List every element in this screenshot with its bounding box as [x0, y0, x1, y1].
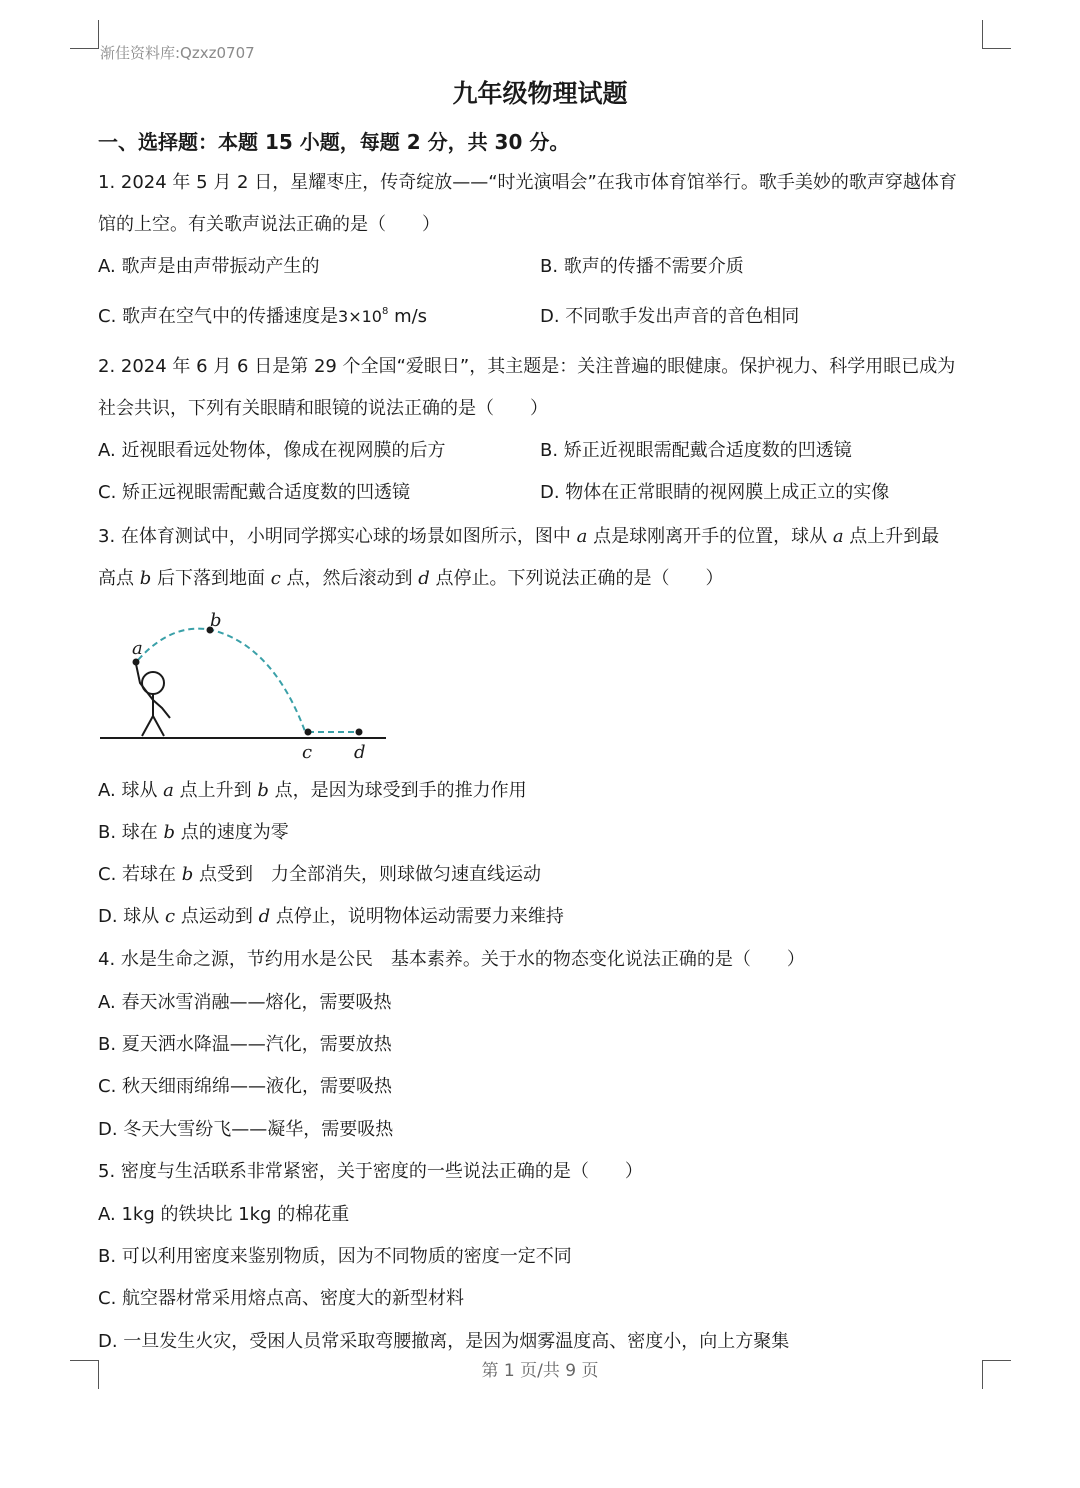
point-d [356, 729, 363, 736]
figure-lower-arm [153, 700, 170, 718]
q1-option-c-coef: 3 [338, 307, 349, 326]
q3-stem-text: 3. 在体育测试中，小明同学掷实心球的场景如图所示，图中 [98, 526, 577, 547]
q3-stem-text: 点停止。下列说法正确的是（ ） [429, 568, 724, 589]
q3-option-text: D. 球从 [98, 906, 166, 927]
q3-stem-line1 [98, 524, 939, 550]
q2-stem-line2: 社会共识，下列有关眼睛和眼镜的说法正确的是（ ） [98, 398, 548, 419]
q3-var-b: b [257, 780, 269, 801]
label-b: b [210, 610, 222, 631]
q1-option-c-unit: m/s [388, 306, 428, 327]
q1-stem-line1: 1. 2024 年 5 月 2 日，星耀枣庄，传奇绽放——“时光演唱会”在我市体育馆举行。歌手美妙的歌声穿越体育 [98, 172, 957, 193]
q3-var-a: a [163, 780, 174, 801]
q2-stem-line1: 2. 2024 年 6 月 6 日是第 29 个全国“爱眼日”，其主题是：关注普遍的眼健康。保护视力、科学用眼已成为 [98, 356, 956, 377]
point-a [133, 659, 140, 666]
q5-stem: 5. 密度与生活联系非常紧密，关于密度的一些说法正确的是（ ） [98, 1161, 643, 1182]
q5-option-c: C. 航空器材常采用熔点高、密度大的新型材料 [98, 1288, 465, 1309]
q3-option-b [98, 820, 289, 846]
q3-var-a: a [576, 526, 588, 547]
q3-stem-text: 点是球刚离开手的位置，球从 [587, 526, 833, 547]
page-title: 九年级物理试题 [452, 79, 628, 108]
q2-option-b: B. 矫正近视眼需配戴合适度数的凹透镜 [540, 440, 852, 461]
q3-option-text: 点上升到 [173, 780, 258, 801]
q1-option-c-times: ×10 [348, 307, 382, 326]
q3-stem-text: 后下落到地面 [151, 568, 271, 589]
q3-option-text: 点的速度为零 [175, 822, 289, 843]
q5-option-a: A. 1kg 的铁块比 1kg 的棉花重 [98, 1204, 350, 1225]
q2-option-a: A. 近视眼看远处物体，像成在视网膜的后方 [98, 440, 446, 461]
q3-var-d: d [418, 568, 430, 589]
q3-option-text: 点受到 力全部消失，则球做匀速直线运动 [193, 864, 541, 885]
q3-option-text: C. 若球在 [98, 864, 182, 885]
q5-option-b: B. 可以利用密度来鉴别物质，因为不同物质的密度一定不同 [98, 1246, 572, 1267]
section-heading: 一、选择题：本题 15 小题，每题 2 分，共 30 分。 [98, 130, 570, 154]
q3-var-c: c [270, 568, 281, 589]
q1-option-c-exponent: 8 [381, 306, 389, 317]
label-d: d [354, 742, 366, 763]
q2-option-d: D. 物体在正常眼睛的视网膜上成正立的实像 [540, 482, 890, 503]
label-c: c [302, 742, 313, 763]
q3-stem-line2 [98, 566, 724, 592]
q1-option-c-text: C. 歌声在空气中的传播速度是 [98, 306, 339, 327]
q1-option-d: D. 不同歌手发出声音的音色相同 [540, 306, 800, 327]
page-footer: 第 1 页/共 9 页 [481, 1361, 599, 1381]
q3-var-b: b [181, 864, 194, 885]
q4-option-a: A. 春天冰雪消融——熔化，需要吸热 [98, 992, 392, 1013]
q3-option-d [98, 904, 564, 930]
q4-option-d: D. 冬天大雪纷飞——凝华，需要吸热 [98, 1119, 394, 1140]
q1-option-b: B. 歌声的传播不需要介质 [540, 256, 744, 277]
q3-option-text: B. 球在 [98, 822, 164, 843]
q4-option-c: C. 秋天细雨绵绵——液化，需要吸热 [98, 1076, 393, 1097]
q3-stem-text: 点上升到最 [843, 526, 940, 547]
q3-var-a: a [832, 526, 844, 547]
q3-option-text: 点停止，说明物体运动需要力来维持 [270, 906, 564, 927]
q4-stem: 4. 水是生命之源，节约用水是公民 基本素养。关于水的物态变化说法正确的是（ ） [98, 949, 805, 970]
q1-option-a: A. 歌声是由声带振动产生的 [98, 256, 320, 277]
q3-stem-text: 点，然后滚动到 [280, 568, 419, 589]
q3-option-text: A. 球从 [98, 780, 164, 801]
figure-left-leg [142, 716, 153, 736]
point-c [305, 729, 312, 736]
q4-option-b: B. 夏天洒水降温——汽化，需要放热 [98, 1034, 392, 1055]
crop-mark-top-left [70, 20, 99, 49]
q1-stem-line2: 馆的上空。有关歌声说法正确的是（ ） [98, 214, 440, 235]
figure-right-leg [153, 716, 164, 736]
q5-option-d: D. 一旦发生火灾，受困人员常采取弯腰撤离，是因为烟雾温度高、密度小，向上方聚集 [98, 1331, 790, 1352]
q3-stem-text: 高点 [98, 568, 140, 589]
q2-option-c: C. 矫正远视眼需配戴合适度数的凹透镜 [98, 482, 411, 503]
q3-var-c: c [165, 906, 176, 927]
q3-option-text: 点运动到 [175, 906, 259, 927]
stick-figure [136, 664, 170, 736]
q3-var-b: b [139, 568, 152, 589]
q3-option-a [98, 778, 527, 804]
q3-var-d: d [258, 906, 271, 927]
label-a: a [132, 638, 143, 659]
crop-mark-top-right [982, 20, 1011, 49]
q3-option-text: 点，是因为球受到手的推力作用 [268, 780, 527, 801]
q3-option-c [98, 862, 541, 888]
q3-var-b: b [163, 822, 176, 843]
watermark: 渐佳资料库:Qzxz0707 [100, 44, 255, 62]
q1-option-c [98, 304, 427, 330]
q3-figure [96, 608, 396, 768]
